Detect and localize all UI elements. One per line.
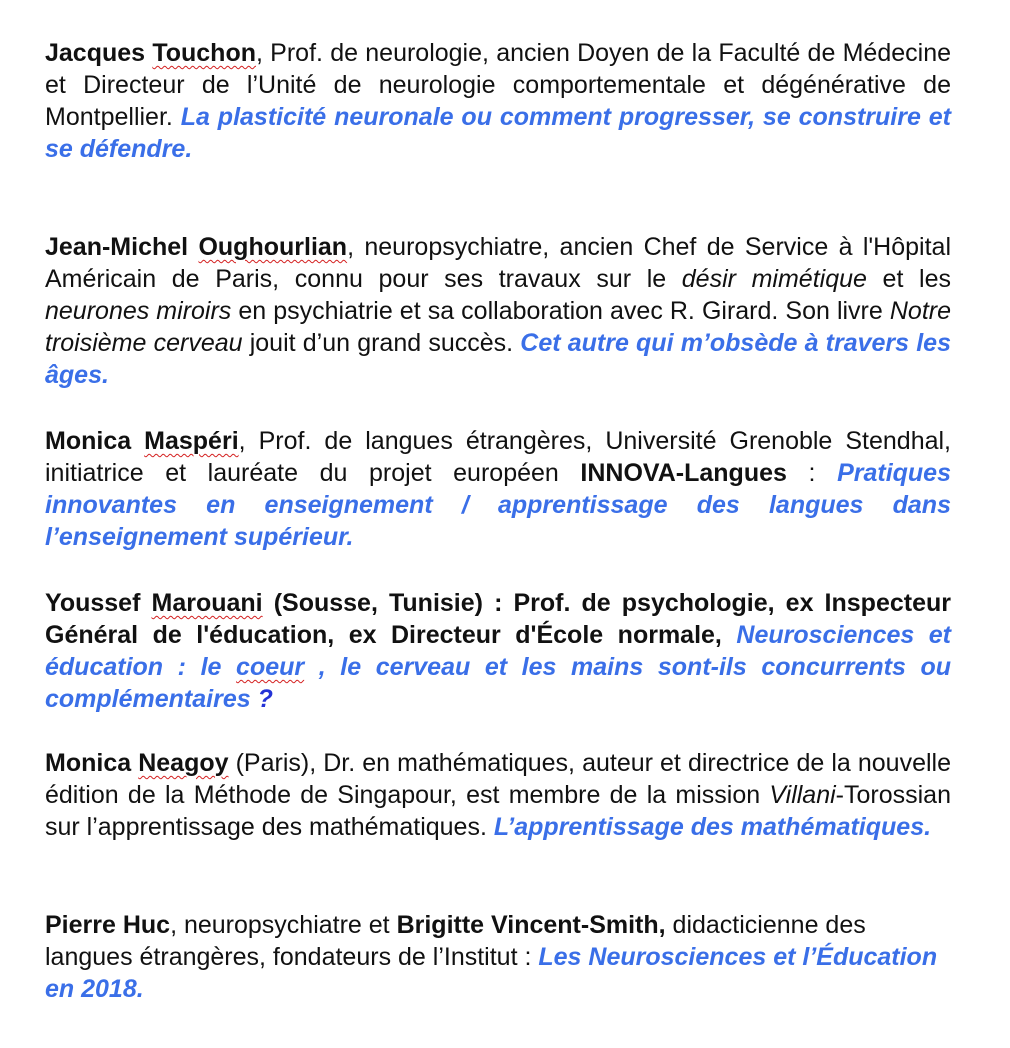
talk-title: L’apprentissage des mathématiques. — [493, 813, 932, 841]
speaker-name: Brigitte Vincent-Smith, — [396, 911, 666, 939]
speaker-bio: , neuropsychiatre et — [170, 911, 397, 939]
speaker-bio: -Torossian sur l’apprentissage des mathématiques. — [45, 781, 951, 841]
talk-title: La plasticité neuronale ou comment progresser, se construire et se défendre. — [45, 103, 951, 163]
speaker-bio: , neuropsychiatre, ancien Chef de Service à l'Hôpital Américain de Paris, connu pour ses travaux sur le — [45, 233, 951, 293]
talk-title: Les Neurosciences et l’Éducation en 2018. — [45, 943, 938, 1003]
speaker-entry-oughourlian — [45, 231, 951, 391]
speaker-entry-neagoy — [45, 747, 951, 843]
talk-title: , le cerveau et les mains sont-ils concurrents ou complémentaires — [45, 653, 951, 713]
talk-question-mark: ? — [250, 685, 273, 713]
speaker-first-name: Jacques — [45, 39, 146, 67]
project-name: INNOVA-Langues — [580, 459, 787, 487]
speaker-entry-huc-vincent-smith — [45, 909, 945, 1005]
speaker-last-name: Maspéri — [144, 427, 239, 455]
talk-title: Neurosciences et éducation : le — [45, 621, 952, 681]
speaker-bio: et les — [866, 265, 951, 293]
speaker-first-name: Monica — [45, 427, 132, 455]
book-title: Notre troisième cerveau — [45, 297, 951, 357]
italic-term: Villani — [769, 781, 836, 809]
speaker-bio: , Prof. de langues étrangères, Université Grenoble Stendhal, initiatrice et lauréate du projet européen — [45, 427, 951, 487]
speaker-first-name: Youssef — [45, 589, 141, 617]
speaker-bio: didacticienne des langues étrangères, fondateurs de l’Institut : — [45, 911, 866, 971]
talk-title: Cet autre qui m’obsède à travers les âges. — [45, 329, 951, 389]
talk-title: Pratiques innovantes en enseignement / apprentissage des langues dans l’enseignement supérieur. — [45, 459, 951, 551]
speaker-bio: (Paris), Dr. en mathématiques, auteur et directrice de la nouvelle édition de la Méthode de Singapour, est membre de la mission — [45, 749, 951, 809]
speaker-bio: , Prof. de neurologie, ancien Doyen de la Faculté de Médecine et Directeur de l’Unité de neurologie comportementale et dégénérative de Montpellier. — [45, 39, 951, 131]
speaker-first-name: Monica — [45, 749, 132, 777]
speaker-last-name: Marouani — [151, 589, 263, 617]
italic-term: désir mimétique — [681, 265, 867, 293]
speaker-bio: jouit d’un grand succès. — [242, 329, 521, 357]
speaker-first-name: Jean-Michel — [45, 233, 189, 261]
talk-title-word: coeur — [236, 653, 305, 681]
speaker-name: Pierre Huc — [45, 911, 171, 939]
speaker-bio: en psychiatrie et sa collaboration avec R. Girard. Son livre — [231, 297, 890, 325]
speaker-last-name: Neagoy — [138, 749, 229, 777]
speaker-entry-touchon — [45, 37, 951, 165]
speaker-bio: : — [786, 459, 816, 487]
speaker-entry-masperi — [45, 425, 951, 553]
speaker-last-name: Touchon — [152, 39, 256, 67]
speaker-entry-marouani — [45, 587, 951, 715]
speaker-bio: (Sousse, Tunisie) : Prof. de psychologie, ex Inspecteur Général de l'éducation, ex Directeur d'École normale, — [45, 589, 951, 649]
speaker-last-name: Oughourlian — [198, 233, 348, 261]
italic-term: neurones miroirs — [45, 297, 232, 325]
